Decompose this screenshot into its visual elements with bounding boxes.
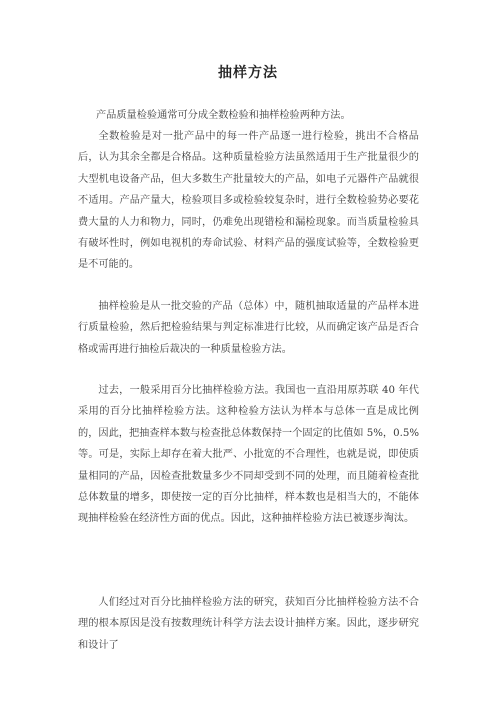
- paragraph-sampling-inspection: 抽样检验是从一批交验的产品（总体）中，随机抽取适量的产品样本进行质量检验，然后把检验结果与判定标准进行比较，从而确定该产品是否合格或需再进行抽检后裁决的一种质量检验方法。: [78, 301, 419, 355]
- paragraph-percentage-sampling: 过去，一般采用百分比抽样检验方法。我国也一直沿用原苏联 40 年代采用的百分比抽样检验方法。这种检验方法认为样本与总体一直是成比例的，因此，把抽查样本数与检查批总体数保持一个固定的比值如 5%，0.5%等。可是，实际上却存在着大批严、小批宽的不合理性，也就是说，即使质量相同的产品，因检查批数量多少不同却受到不同的处理，而且随着检查批总体数量的增多，即使按一定的百分比抽样，样本数也是相当大的，不能体现抽样检验在经济性方面的优点。因此，这种抽样检验方法已被逐步淘汰。: [78, 385, 419, 525]
- paragraph-statistical-sampling: 人们经过对百分比抽样检验方法的研究，获知百分比抽样检验方法不合理的根本原因是没有按数理统计科学方法去设计抽样方案。因此，逐步研究和设计了: [78, 597, 419, 651]
- paragraph-full-inspection: 全数检验是对一批产品中的每一件产品逐一进行检验，挑出不合格品后，认为其余全都是合格品。这种质量检验方法虽然适用于生产批量很少的大型机电设备产品，但大多数生产批量较大的产品，如电子元器件产品就很不适用。产品产量大，检验项目多或检验较复杂时，进行全数检验势必要花费大量的人力和物力，同时，仍难免出现错检和漏检现象。而当质量检验具有破坏性时，例如电视机的寿命试验、材料产品的强度试验等，全数检验更是不可能的。: [78, 131, 419, 271]
- document-title: 抽样方法: [218, 65, 278, 81]
- paragraph-intro: 产品质量检验通常可分成全数检验和抽样检验两种方法。: [96, 110, 351, 121]
